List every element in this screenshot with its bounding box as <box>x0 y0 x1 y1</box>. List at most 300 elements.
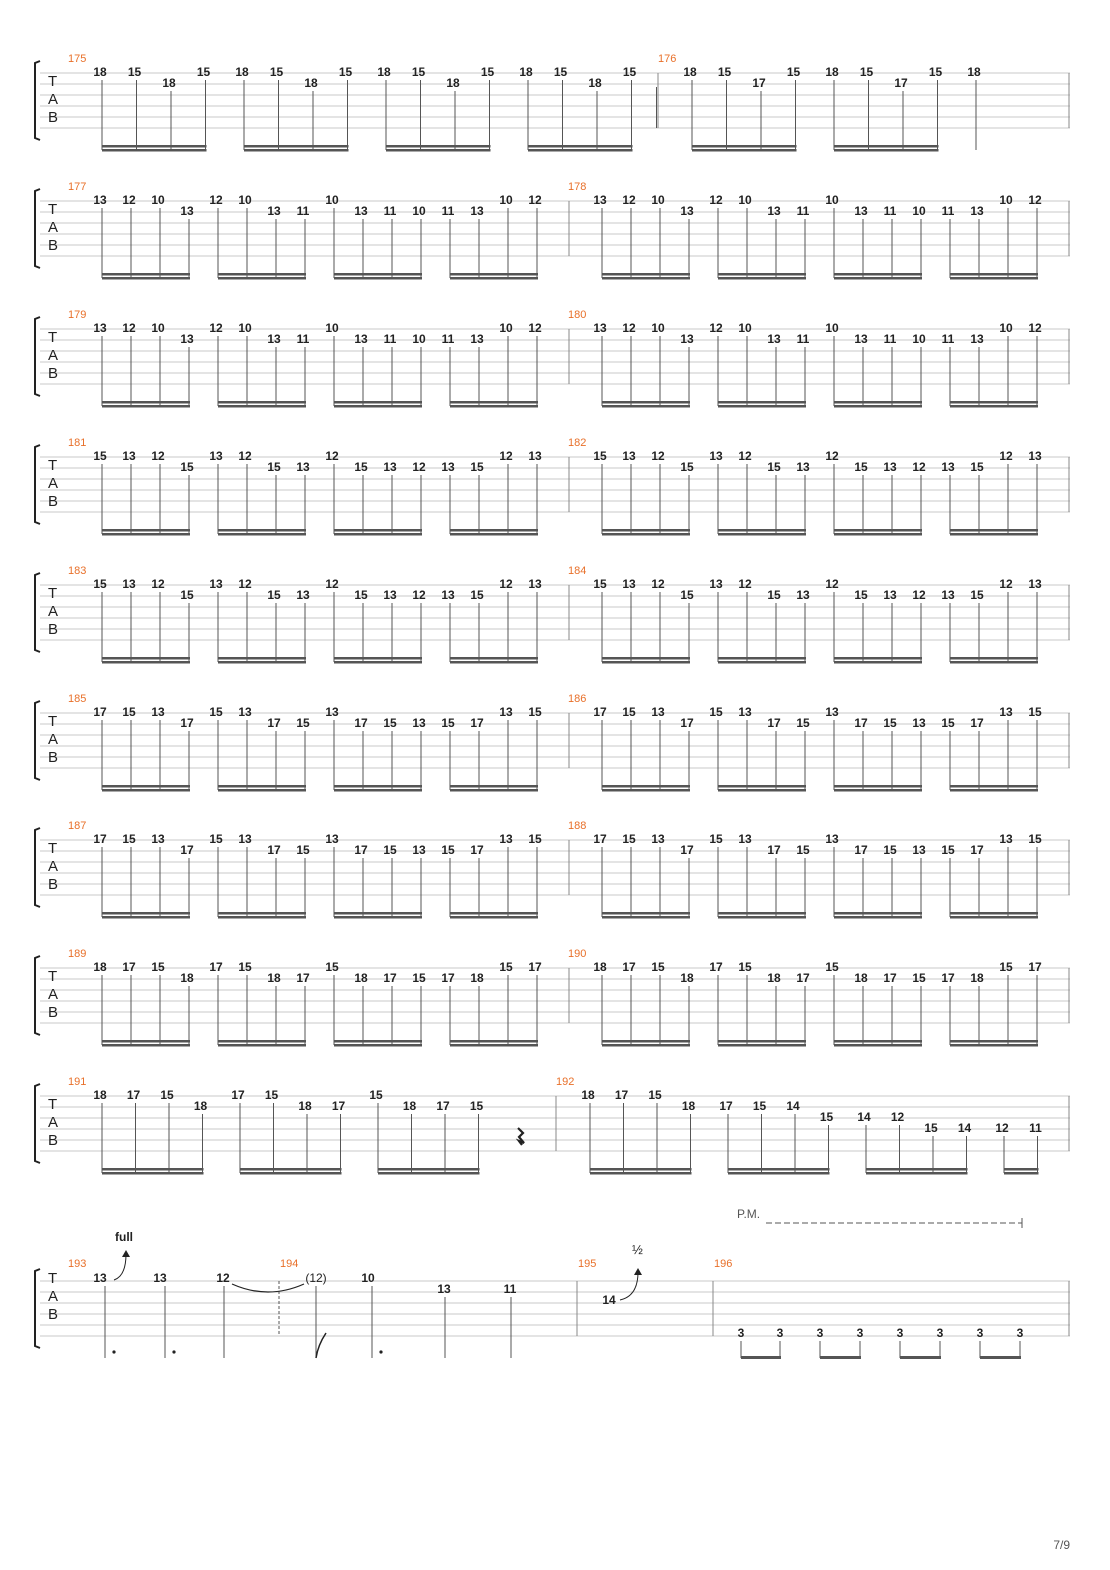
tab-letter-a: A <box>48 858 59 875</box>
beam <box>102 1168 204 1171</box>
measure-number: 180 <box>568 309 587 321</box>
tab-letter-t: T <box>48 73 58 90</box>
beam <box>218 533 306 536</box>
tab-system <box>35 820 1070 919</box>
system-bracket <box>35 956 40 1035</box>
fret-number: 10 <box>325 321 339 335</box>
fret-number: 13 <box>267 204 281 218</box>
system-bracket <box>35 701 40 780</box>
fret-number: 15 <box>767 460 781 474</box>
fret-number: 17 <box>267 843 281 857</box>
measure-number: 195 <box>578 1258 597 1270</box>
fret-number: 13 <box>93 1271 107 1285</box>
fret-number: 12 <box>622 193 636 207</box>
fret-number: 18 <box>93 65 107 79</box>
fret-number: 15 <box>912 971 926 985</box>
fret-number: 17 <box>680 716 694 730</box>
fret-number: 12 <box>216 1271 230 1285</box>
fret-number: 13 <box>825 705 839 719</box>
system-bracket <box>35 573 40 652</box>
fret-number: 13 <box>122 449 136 463</box>
fret-number: 17 <box>767 843 781 857</box>
fret-number: 17 <box>970 716 984 730</box>
tie-curve <box>232 1284 304 1292</box>
fret-number: 13 <box>238 705 252 719</box>
fret-number: 11 <box>441 204 455 218</box>
fret-number: 13 <box>738 832 752 846</box>
fret-number: 15 <box>470 460 484 474</box>
fret-number: 12 <box>912 460 926 474</box>
fret-number: 15 <box>383 716 397 730</box>
fret-number: 17 <box>126 1088 141 1102</box>
tab-letter-b: B <box>48 109 59 126</box>
fret-number: 12 <box>238 449 252 463</box>
tab-system <box>35 309 1070 408</box>
fret-number: 17 <box>180 716 194 730</box>
beam <box>378 1168 480 1171</box>
beam <box>334 529 422 532</box>
beam <box>834 789 922 792</box>
beam <box>218 916 306 919</box>
fret-number: 13 <box>528 449 542 463</box>
fret-number: 15 <box>854 460 868 474</box>
beam <box>950 529 1038 532</box>
beam <box>834 273 922 276</box>
beam <box>450 273 538 276</box>
fret-number: 13 <box>209 449 223 463</box>
beam <box>950 273 1038 276</box>
fret-number: 18 <box>593 960 607 974</box>
beam <box>102 912 190 915</box>
fret-number: 15 <box>180 588 194 602</box>
fret-number: 13 <box>180 204 194 218</box>
fret-number: 15 <box>441 716 455 730</box>
fret-number: 10 <box>825 321 839 335</box>
tab-letter-t: T <box>48 457 58 474</box>
beam <box>834 145 939 148</box>
fret-number: 10 <box>412 332 426 346</box>
fret-number: 18 <box>588 76 602 90</box>
fret-number: 15 <box>717 65 732 79</box>
fret-number: 15 <box>469 1099 484 1113</box>
fret-number: 12 <box>709 193 723 207</box>
fret-number: 13 <box>1028 577 1042 591</box>
beam <box>218 785 306 788</box>
fret-number: 10 <box>499 321 513 335</box>
fret-number: 15 <box>709 705 723 719</box>
fret-number: 18 <box>93 960 107 974</box>
dot-icon <box>379 1350 382 1353</box>
fret-number: 15 <box>928 65 943 79</box>
fret-number: 12 <box>999 577 1013 591</box>
fret-number: 15 <box>622 832 636 846</box>
beam <box>218 273 306 276</box>
fret-number: 15 <box>859 65 874 79</box>
beam <box>718 1044 806 1047</box>
beam <box>334 789 422 792</box>
dot-icon <box>172 1350 175 1353</box>
fret-number: 13 <box>470 204 484 218</box>
bend-curve <box>114 1254 126 1280</box>
fret-number: 13 <box>441 588 455 602</box>
fret-number: 15 <box>338 65 353 79</box>
beam <box>718 785 806 788</box>
beam <box>334 912 422 915</box>
beam <box>950 789 1038 792</box>
beam <box>718 405 806 408</box>
tab-letter-b: B <box>48 876 59 893</box>
beam <box>334 916 422 919</box>
fret-number: 15 <box>970 460 984 474</box>
beam <box>450 1040 538 1043</box>
beam <box>834 785 922 788</box>
fret-number: 18 <box>180 971 194 985</box>
fret-number: 18 <box>402 1099 417 1113</box>
beam <box>718 661 806 664</box>
fret-number: 13 <box>999 705 1013 719</box>
beam <box>718 789 806 792</box>
beam <box>334 533 422 536</box>
fret-number: 15 <box>1028 832 1042 846</box>
fret-number: 13 <box>1028 449 1042 463</box>
fret-number: 10 <box>325 193 339 207</box>
fret-number: 17 <box>383 971 397 985</box>
beam <box>602 789 690 792</box>
fret-number: 12 <box>209 321 223 335</box>
beam <box>102 401 190 404</box>
fret-number: 15 <box>767 588 781 602</box>
beam <box>718 277 806 280</box>
fret-number: 12 <box>995 1121 1009 1135</box>
fret-number: 15 <box>499 960 513 974</box>
measure-number: 186 <box>568 693 587 705</box>
measure-number: 182 <box>568 437 587 449</box>
beam <box>218 401 306 404</box>
fret-number: 15 <box>209 705 223 719</box>
tab-letter-a: A <box>48 219 59 236</box>
beam <box>450 785 538 788</box>
beam <box>102 657 190 660</box>
tab-letter-t: T <box>48 585 58 602</box>
fret-number: 18 <box>970 971 984 985</box>
fret-number: 13 <box>325 705 339 719</box>
fret-number: 13 <box>651 705 665 719</box>
fret-number: 18 <box>581 1088 595 1102</box>
fret-number: 12 <box>412 588 426 602</box>
fret-number: 15 <box>553 65 568 79</box>
fret-number: 12 <box>151 449 165 463</box>
beam <box>718 657 806 660</box>
fret-number: 17 <box>209 960 223 974</box>
fret-number: 15 <box>122 832 136 846</box>
fret-number: 13 <box>767 204 781 218</box>
tab-letter-t: T <box>48 968 58 985</box>
fret-number: 3 <box>816 1326 824 1340</box>
beam <box>450 916 538 919</box>
tab-letter-b: B <box>48 237 59 254</box>
fret-number: 15 <box>970 588 984 602</box>
fret-number: 3 <box>856 1326 864 1340</box>
beam <box>386 149 491 152</box>
fret-number: 3 <box>737 1326 745 1340</box>
fret-number: 15 <box>883 716 897 730</box>
beam <box>244 149 349 152</box>
tab-letter-b: B <box>48 493 59 510</box>
tab-letter-a: A <box>48 347 59 364</box>
measure-number: 183 <box>68 565 87 577</box>
system-bracket <box>35 1269 40 1348</box>
fret-number: 18 <box>298 1099 312 1113</box>
fret-number: 13 <box>622 577 636 591</box>
fret-number: 12 <box>651 577 665 591</box>
fret-number: 17 <box>267 716 281 730</box>
fret-number: 15 <box>196 65 211 79</box>
fret-number: 13 <box>709 577 723 591</box>
fret-number: 15 <box>796 716 810 730</box>
fret-number: 12 <box>122 321 136 335</box>
fret-number: 10 <box>499 193 513 207</box>
fret-number: 3 <box>1016 1326 1024 1340</box>
fret-number: 18 <box>854 971 868 985</box>
beam <box>102 1044 190 1047</box>
fret-number: 13 <box>151 832 165 846</box>
fret-number: 18 <box>967 65 981 79</box>
fret-number: 15 <box>999 960 1013 974</box>
fret-number: 17 <box>709 960 723 974</box>
tab-system <box>35 565 1070 664</box>
tab-letter-b: B <box>48 1004 59 1021</box>
fret-number: 17 <box>752 76 766 90</box>
beam <box>378 1172 480 1175</box>
fret-number: 12 <box>738 449 752 463</box>
fret-number: 13 <box>296 588 310 602</box>
fret-number: 14 <box>602 1293 616 1307</box>
beam <box>334 273 422 276</box>
beam <box>102 149 207 152</box>
fret-number: 18 <box>93 1088 107 1102</box>
beam <box>450 789 538 792</box>
fret-number: 18 <box>235 65 249 79</box>
fret-number: 13 <box>354 332 368 346</box>
beam <box>834 912 922 915</box>
fret-number: 15 <box>160 1088 174 1102</box>
beam <box>450 277 538 280</box>
fret-number: 11 <box>383 204 397 218</box>
beam <box>718 529 806 532</box>
fret-number: 17 <box>93 832 107 846</box>
fret-number: 12 <box>499 577 513 591</box>
beam <box>102 405 190 408</box>
beam <box>590 1172 692 1175</box>
fret-number: 13 <box>441 460 455 474</box>
fret-number: 15 <box>1028 705 1042 719</box>
fret-number: 15 <box>651 960 665 974</box>
fret-number: 12 <box>912 588 926 602</box>
fret-number: 13 <box>93 193 107 207</box>
fret-number: 15 <box>622 705 636 719</box>
tab-letter-a: A <box>48 731 59 748</box>
beam <box>718 916 806 919</box>
beam <box>834 1044 922 1047</box>
fret-number: 11 <box>883 204 897 218</box>
beam <box>741 1356 781 1359</box>
measure-number: 178 <box>568 181 587 193</box>
beam <box>718 273 806 276</box>
tab-system <box>35 53 1070 152</box>
fret-number: 15 <box>267 588 281 602</box>
beam <box>950 912 1038 915</box>
fret-number: 14 <box>786 1099 800 1113</box>
beam <box>602 405 690 408</box>
fret-number: 13 <box>209 577 223 591</box>
fret-number: 15 <box>480 65 495 79</box>
tab-system <box>35 948 1070 1047</box>
fret-number: 11 <box>1029 1121 1042 1135</box>
fret-number: 13 <box>238 832 252 846</box>
fret-number: 13 <box>383 460 397 474</box>
fret-number: 13 <box>499 832 513 846</box>
fret-number: 12 <box>1028 321 1042 335</box>
fret-number: 13 <box>767 332 781 346</box>
beam <box>834 277 922 280</box>
fret-number: 12 <box>412 460 426 474</box>
beam <box>102 789 190 792</box>
fret-number: 13 <box>528 577 542 591</box>
fret-number: 10 <box>912 332 926 346</box>
fret-number: 17 <box>854 843 868 857</box>
measure-number: 177 <box>68 181 87 193</box>
tab-letter-b: B <box>48 365 59 382</box>
beam <box>834 916 922 919</box>
fret-number: 12 <box>738 577 752 591</box>
fret-number: 10 <box>151 321 165 335</box>
fret-number: 13 <box>912 843 926 857</box>
final-system <box>35 1207 1070 1359</box>
measure-number: 196 <box>714 1258 733 1270</box>
fret-number: 11 <box>941 204 955 218</box>
beam <box>386 145 491 148</box>
beam <box>218 277 306 280</box>
measure-number: 175 <box>68 53 87 65</box>
measure-number: 190 <box>568 948 587 960</box>
fret-number: 17 <box>883 971 897 985</box>
fret-number: 12 <box>325 449 339 463</box>
fret-number: 3 <box>776 1326 784 1340</box>
tab-letter-b: B <box>48 1306 59 1323</box>
fret-number: 13 <box>622 449 636 463</box>
fret-number: 15 <box>648 1088 662 1102</box>
fret-number: 13 <box>738 705 752 719</box>
fret-number: 15 <box>296 716 310 730</box>
tab-letter-a: A <box>48 603 59 620</box>
fret-number: 15 <box>680 460 694 474</box>
beam <box>602 912 690 915</box>
fret-number: 15 <box>854 588 868 602</box>
fret-number: 12 <box>825 577 839 591</box>
fret-number: 3 <box>976 1326 984 1340</box>
beam <box>980 1356 1021 1359</box>
fret-number: 13 <box>680 204 694 218</box>
measure-number: 181 <box>68 437 87 449</box>
beam <box>602 657 690 660</box>
fret-number: 15 <box>411 65 426 79</box>
fret-number: 12 <box>499 449 513 463</box>
beam <box>334 657 422 660</box>
tab-letter-a: A <box>48 986 59 1003</box>
system-bracket <box>35 189 40 268</box>
fret-number: 11 <box>941 332 955 346</box>
fret-number: 13 <box>883 460 897 474</box>
fret-number: 13 <box>970 332 984 346</box>
fret-number: 10 <box>738 321 752 335</box>
measure-number: 179 <box>68 309 87 321</box>
measure-number: 185 <box>68 693 87 705</box>
palm-mute-label: P.M. <box>737 1207 761 1221</box>
fret-number: 15 <box>752 1099 767 1113</box>
fret-number: 15 <box>93 577 107 591</box>
fret-number: 17 <box>593 705 607 719</box>
beam <box>102 916 190 919</box>
beam <box>950 277 1038 280</box>
tab-system <box>35 437 1070 536</box>
fret-number: 17 <box>436 1099 450 1113</box>
fret-number: 15 <box>412 971 426 985</box>
fret-number: 15 <box>441 843 455 857</box>
fret-number: 13 <box>470 332 484 346</box>
beam <box>244 145 349 148</box>
fret-number: 18 <box>681 1099 696 1113</box>
fret-number: 17 <box>93 705 107 719</box>
fret-number: 15 <box>369 1088 383 1102</box>
fret-number: 17 <box>680 843 694 857</box>
measure-number: 184 <box>568 565 587 577</box>
beam <box>102 1040 190 1043</box>
beam <box>602 401 690 404</box>
fret-number: 15 <box>819 1110 834 1124</box>
beam <box>950 533 1038 536</box>
fret-number: 15 <box>593 449 607 463</box>
beam <box>718 401 806 404</box>
fret-number: 11 <box>383 332 397 346</box>
fret-number: 13 <box>796 460 810 474</box>
fret-number: 13 <box>680 332 694 346</box>
fret-number: 17 <box>854 716 868 730</box>
dot-icon <box>112 1350 115 1353</box>
beam <box>834 657 922 660</box>
fret-number: 13 <box>970 204 984 218</box>
fret-number: 13 <box>854 332 868 346</box>
fret-number: 14 <box>957 1121 972 1135</box>
fret-number: 13 <box>941 460 955 474</box>
fret-number: 15 <box>941 716 955 730</box>
beam <box>102 277 190 280</box>
fret-number: 18 <box>470 971 484 985</box>
fret-number: 15 <box>296 843 310 857</box>
system-bracket <box>35 61 40 140</box>
beam <box>950 657 1038 660</box>
fret-number: 12 <box>325 577 339 591</box>
fret-number: 11 <box>796 332 810 346</box>
fret-number: 15 <box>151 960 165 974</box>
beam <box>102 533 190 536</box>
beam <box>900 1356 941 1359</box>
fret-number: 15 <box>825 960 839 974</box>
fret-number: 18 <box>193 1099 208 1113</box>
fret-number: 18 <box>377 65 391 79</box>
beam <box>602 661 690 664</box>
fret-number: 17 <box>354 843 368 857</box>
measure-number: 191 <box>68 1076 87 1088</box>
